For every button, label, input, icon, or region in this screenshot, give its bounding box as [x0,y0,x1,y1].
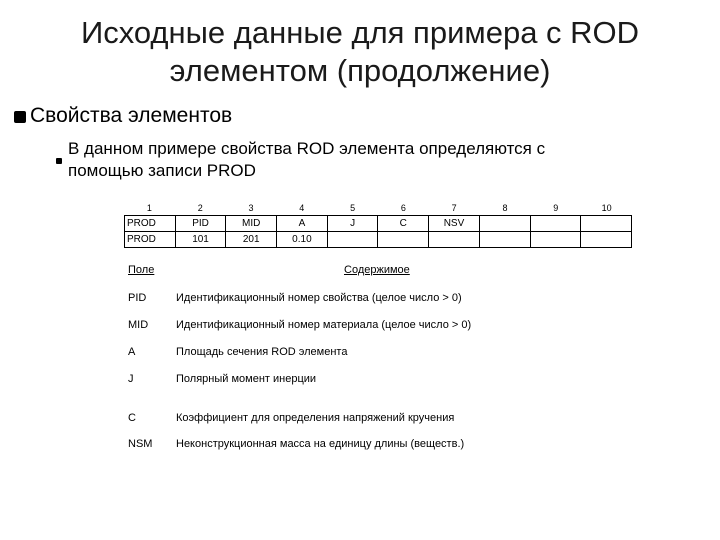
bullet-square-icon [14,111,26,123]
sub-bullet-line-2: помощью записи PROD [68,161,256,180]
card-cell: 201 [226,232,277,248]
title-line-2: элементом (продолжение) [169,53,551,88]
slide-title [0,14,720,90]
card-cell: PROD [125,232,176,248]
card-row [125,232,632,248]
card-cell: C [378,216,429,232]
card-column-number: 7 [451,203,457,213]
sub-bullet-line-1: В данном примере свойства ROD элемента определяются с [68,139,546,158]
sub-bullet [46,138,686,182]
card-column-number: 10 [601,203,612,213]
card-cell [429,232,480,248]
card-cell: NSV [429,216,480,232]
card-cell [479,232,530,248]
card-row [125,216,632,232]
sub-bullet-square-icon [56,147,62,169]
field-name: PID [128,292,147,304]
card-cell [581,232,632,248]
field-description: Идентификационный номер материала (целое число > 0) [176,319,472,331]
card-column-number: 4 [299,203,305,213]
card-column-number: 2 [197,203,203,213]
card-column-number: 3 [248,203,254,213]
field-description: Неконструкционная масса на единицу длины (веществ.) [176,438,465,450]
card-cell: PID [175,216,226,232]
card-cell: PROD [125,216,176,232]
card-column-number: 1 [146,203,152,213]
field-description: Площадь сечения ROD элемента [176,346,348,358]
card-cell [530,216,581,232]
card-column-number: 8 [502,203,508,213]
prod-card-table [124,203,632,248]
card-cell [530,232,581,248]
field-column-header: Поле [128,264,155,276]
card-cell: MID [226,216,277,232]
card-column-number: 6 [400,203,406,213]
card-cell: 101 [175,232,226,248]
main-bullet-text: Свойства элементов [30,104,233,127]
main-bullet [14,104,232,128]
title-line-1: Исходные данные для примера с ROD [80,15,640,50]
card-cell [479,216,530,232]
field-description: Полярный момент инерции [176,373,317,385]
card-cell [581,216,632,232]
card-grid [124,215,632,248]
field-name: C [128,412,136,424]
card-column-number: 9 [553,203,559,213]
field-name: NSM [128,438,153,450]
field-name: A [128,346,136,358]
field-description: Коэффициент для определения напряжений кручения [176,412,455,424]
card-cell: A [277,216,328,232]
card-cell [327,232,378,248]
field-name: J [128,373,134,385]
card-cell: 0.10 [277,232,328,248]
content-column-header: Содержимое [344,264,410,276]
field-name: MID [128,319,149,331]
card-column-numbers [124,203,632,215]
card-column-number: 5 [350,203,356,213]
card-cell: J [327,216,378,232]
field-description: Идентификационный номер свойства (целое число > 0) [176,292,462,304]
card-cell [378,232,429,248]
